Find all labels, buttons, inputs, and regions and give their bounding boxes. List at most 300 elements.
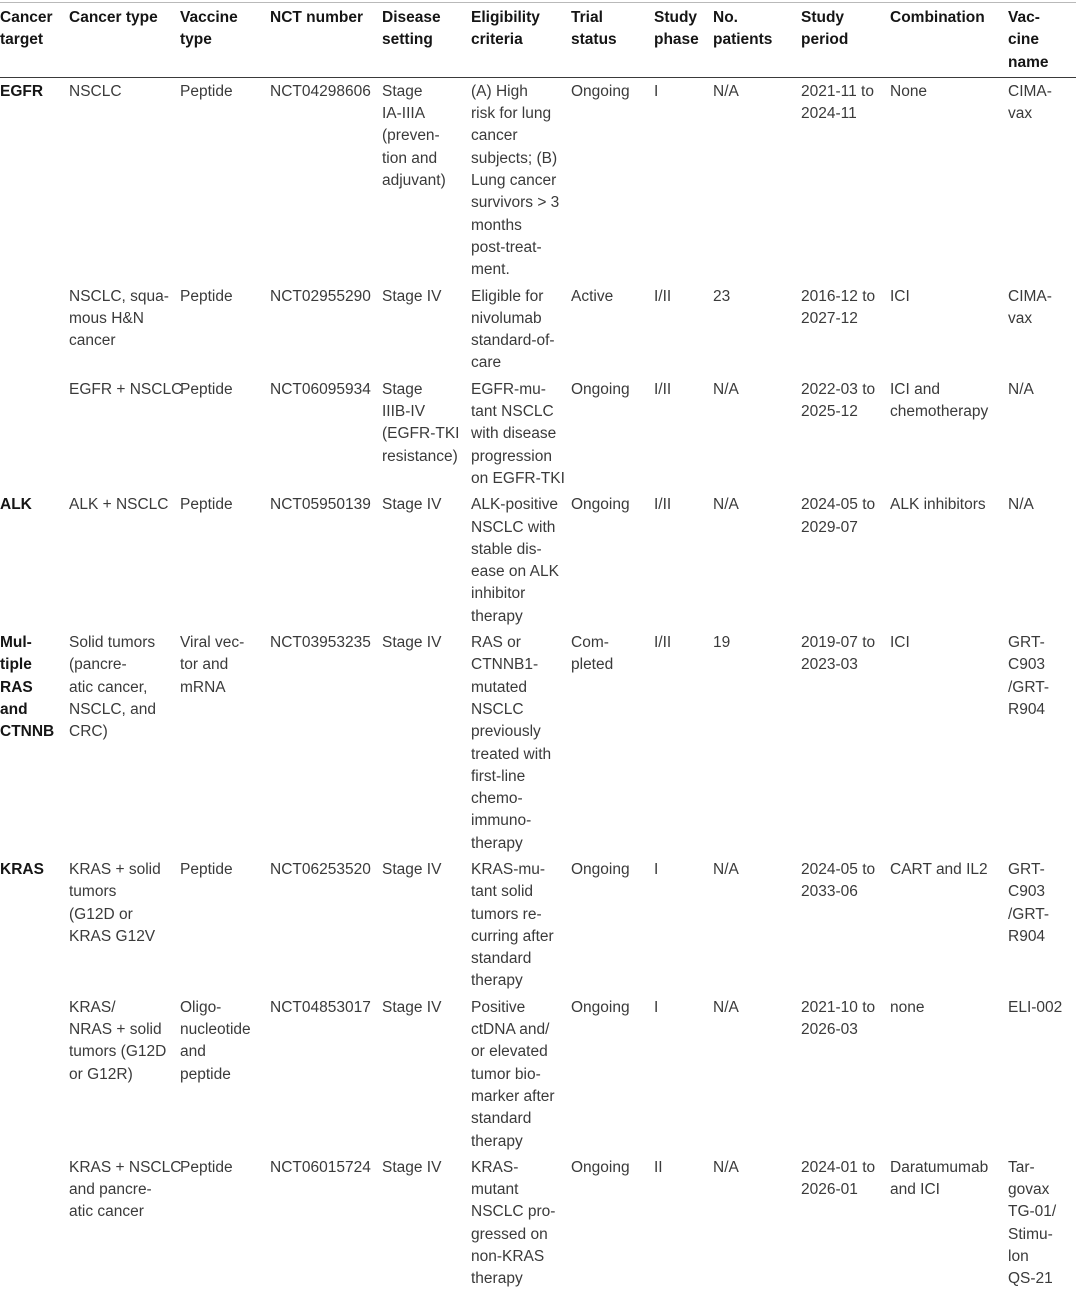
cell-line: Study [654, 9, 698, 26]
table-cell [270, 77, 382, 283]
cell-line: Mul- [0, 634, 32, 652]
table-cell [180, 77, 270, 283]
cell-line: tant NSCLC [471, 403, 554, 421]
cell-line: on EGFR-TKI [471, 469, 565, 487]
cell-line: 2021-10 to [801, 998, 876, 1016]
cell-line: 2022-03 to [801, 380, 876, 398]
cell-line: Stage IV [382, 496, 442, 514]
cell-line: phase [654, 31, 699, 49]
table-cell [713, 77, 801, 283]
cell-line: ELI-002 [1008, 998, 1063, 1016]
table-top-rule [0, 2, 1076, 3]
cell-line: therapy [471, 1270, 523, 1288]
cell-line: patients [713, 31, 773, 49]
cell-line: or elevated [471, 1043, 548, 1061]
table-cell [270, 857, 382, 995]
cell-line: Stage [382, 82, 423, 100]
cell-line: Active [571, 287, 614, 305]
table-cell [471, 995, 571, 1155]
column-header [571, 5, 654, 77]
cell-line: or G12R) [69, 1065, 133, 1083]
table-cell [654, 492, 713, 630]
table-cell [180, 857, 270, 995]
cell-line: Stage IV [382, 287, 442, 305]
cell-line: NCT06015724 [270, 1158, 371, 1176]
cell-line: marker after [471, 1087, 555, 1105]
cell-line: peptide [180, 1065, 231, 1083]
cell-line: inhibitor [471, 585, 526, 603]
cell-line: standard-of- [471, 332, 555, 350]
table-row [0, 630, 1076, 857]
cell-line: NRAS + solid [69, 1021, 162, 1039]
table-cell [382, 995, 471, 1155]
cell-line: KRAS + NSCLC [69, 1158, 182, 1176]
cell-line: nivolumab [471, 309, 542, 327]
table-cell [382, 77, 471, 283]
cell-line: 2026-03 [801, 1021, 858, 1039]
cell-line: I [654, 998, 659, 1016]
cell-line: 2023-03 [801, 656, 858, 674]
cell-line: 2026-01 [801, 1181, 858, 1199]
cell-line: risk for lung [471, 105, 552, 123]
table-cell [69, 995, 180, 1155]
cell-line: I/II [654, 496, 672, 514]
table-cell [270, 284, 382, 377]
cell-line: 2024-01 to [801, 1158, 876, 1176]
cell-line: Peptide [180, 380, 233, 398]
cell-line: (preven- [382, 127, 440, 145]
cell-line: previously [471, 723, 541, 741]
cell-line: resistance) [382, 447, 458, 465]
cell-line: Cancer [0, 9, 53, 26]
table-cell [801, 284, 890, 377]
cell-line: cancer [471, 127, 518, 145]
table-cell [890, 630, 1008, 857]
cell-line: I/II [654, 634, 672, 652]
cell-line: Stage [382, 380, 423, 398]
cell-line: atic cancer [69, 1203, 144, 1221]
table-row [0, 284, 1076, 377]
cell-line: none [890, 998, 925, 1016]
cell-line: NSCLC pro- [471, 1203, 556, 1221]
cell-line: Daratumumab [890, 1158, 989, 1176]
cancer-target-cell [0, 995, 69, 1155]
cell-line: mous H&N [69, 309, 144, 327]
cell-line: IIIB-IV [382, 403, 426, 421]
cell-line: ALK-positive [471, 496, 559, 514]
cell-line: NSCLC [471, 700, 524, 718]
table-row [0, 1155, 1076, 1293]
cell-line: nucleotide [180, 1021, 251, 1039]
table-cell [801, 492, 890, 630]
cell-line: and [180, 1043, 206, 1061]
cell-line: 2019-07 to [801, 634, 876, 652]
table-cell [1008, 1155, 1076, 1293]
cell-line: treated with [471, 745, 552, 763]
cell-line: Vac- [1008, 9, 1040, 26]
table-cell [471, 77, 571, 283]
cell-line: CTNNB [0, 723, 55, 741]
cell-line: Peptide [180, 860, 233, 878]
cell-line: CIMA- [1008, 82, 1052, 100]
cell-line: Study [801, 9, 845, 26]
table-cell [713, 630, 801, 857]
table-cell [654, 284, 713, 377]
cell-line: KRAS G12V [69, 927, 156, 945]
cell-line: NCT03953235 [270, 634, 371, 652]
cell-line: tant solid [471, 883, 534, 901]
cell-line: 2016-12 to [801, 287, 876, 305]
cell-line: Ongoing [571, 1158, 630, 1176]
cell-line: Tar- [1008, 1158, 1035, 1176]
cell-line: I [654, 82, 659, 100]
cell-line: tiple [0, 656, 32, 674]
cell-line: NSCLC, and [69, 700, 157, 718]
cell-line: CIMA- [1008, 287, 1052, 305]
cell-line: 2029-07 [801, 518, 858, 536]
table-cell [69, 630, 180, 857]
cell-line: Positive [471, 998, 526, 1016]
cell-line: N/A [713, 998, 739, 1016]
cell-line: standard [471, 950, 532, 968]
cell-line: CTNNB1- [471, 656, 539, 674]
cell-line: NSCLC with [471, 518, 556, 536]
cell-line: status [571, 31, 617, 49]
cell-line: mutant [471, 1181, 519, 1199]
cell-line: 2021-11 to [801, 82, 874, 100]
cell-line: CART and IL2 [890, 860, 988, 878]
cell-line: type [180, 31, 212, 49]
table-cell [713, 857, 801, 995]
cell-line: tor and [180, 656, 229, 674]
cell-line: Stage IV [382, 998, 442, 1016]
table-cell [1008, 630, 1076, 857]
cell-line: 23 [713, 287, 731, 305]
table-cell [180, 1155, 270, 1293]
cell-line: months [471, 216, 522, 234]
cell-line: KRAS-mu- [471, 860, 546, 878]
table-cell [69, 77, 180, 283]
cell-line: and [0, 700, 28, 718]
cancer-target-cell [0, 284, 69, 377]
cell-line: GRT- [1008, 860, 1045, 878]
cell-line: N/A [713, 860, 739, 878]
cell-line: None [890, 82, 928, 100]
cell-line: Ongoing [571, 82, 630, 100]
cell-line: NSCLC, squa- [69, 287, 169, 305]
column-header [270, 5, 382, 77]
table-cell [713, 995, 801, 1155]
table-cell [801, 857, 890, 995]
table-cell [571, 995, 654, 1155]
cell-line: ALK + NSCLC [69, 496, 169, 514]
cell-line: KRAS + solid [69, 860, 161, 878]
table-cell [180, 630, 270, 857]
cell-line: GRT- [1008, 634, 1045, 652]
table-cell [382, 857, 471, 995]
cell-line: Ongoing [571, 496, 630, 514]
cell-line: and pancre- [69, 1181, 152, 1199]
cell-line: therapy [471, 834, 523, 852]
table-cell [571, 857, 654, 995]
column-header [471, 5, 571, 77]
cell-line: post-treat- [471, 238, 542, 256]
cell-line: care [471, 354, 502, 372]
table-cell [1008, 492, 1076, 630]
table-cell [713, 377, 801, 492]
table-cell [180, 284, 270, 377]
cell-line: /GRT- [1008, 905, 1050, 923]
column-header [713, 5, 801, 77]
cell-line: TG-01/ [1008, 1203, 1057, 1221]
table-cell [801, 995, 890, 1155]
cancer-target-cell [0, 1155, 69, 1293]
table-cell [382, 377, 471, 492]
cell-line: QS-21 [1008, 1270, 1053, 1288]
cancer-target-cell [0, 857, 69, 995]
table-cell [654, 857, 713, 995]
table-cell [571, 492, 654, 630]
table-row [0, 77, 1076, 283]
cell-line: stable dis- [471, 540, 542, 558]
table-cell [654, 377, 713, 492]
table-cell [654, 1155, 713, 1293]
cell-line: ICI and [890, 380, 940, 398]
table-cell [890, 284, 1008, 377]
table-cell [270, 492, 382, 630]
cell-line: setting [382, 31, 433, 49]
cell-line: ICI [890, 287, 910, 305]
cell-line: Cancer type [69, 9, 158, 26]
table-cell [890, 857, 1008, 995]
cell-line: NCT04853017 [270, 998, 371, 1016]
table-cell [471, 284, 571, 377]
table-cell [890, 77, 1008, 283]
cell-line: target [0, 31, 44, 49]
table-cell [571, 1155, 654, 1293]
table-cell [270, 1155, 382, 1293]
cell-line: (EGFR-TKI [382, 425, 460, 443]
cell-line: (A) High [471, 82, 528, 100]
cell-line: gressed on [471, 1225, 548, 1243]
cell-line: N/A [713, 496, 739, 514]
cell-line: (pancre- [69, 656, 127, 674]
table-cell [890, 995, 1008, 1155]
cell-line: R904 [1008, 700, 1046, 718]
table-cell [180, 377, 270, 492]
cell-line: KRAS/ [69, 998, 116, 1016]
table-cell [801, 77, 890, 283]
table-cell [1008, 284, 1076, 377]
table-cell [69, 284, 180, 377]
cell-line: mutated [471, 678, 528, 696]
table-cell [654, 630, 713, 857]
cell-line: NCT04298606 [270, 82, 371, 100]
table-cell [571, 377, 654, 492]
cell-line: NSCLC [69, 82, 122, 100]
cell-line: and ICI [890, 1181, 940, 1199]
cell-line: N/A [1008, 380, 1034, 398]
cell-line: N/A [1008, 496, 1034, 514]
table-header [0, 5, 1076, 77]
cell-line: KRAS [0, 860, 44, 878]
table-cell [801, 1155, 890, 1293]
cell-line: NCT number [270, 9, 363, 26]
cell-line: vax [1008, 105, 1033, 123]
table-body [0, 77, 1076, 1292]
table-row [0, 377, 1076, 492]
cell-line: NCT05950139 [270, 496, 371, 514]
table-cell [890, 1155, 1008, 1293]
table-cell [180, 995, 270, 1155]
cell-line: progression [471, 447, 552, 465]
cell-line: No. [713, 9, 738, 26]
table-cell [471, 857, 571, 995]
table-cell [69, 1155, 180, 1293]
table-cell [471, 492, 571, 630]
table-cell [270, 995, 382, 1155]
cell-line: Ongoing [571, 380, 630, 398]
cancer-target-cell [0, 377, 69, 492]
cell-line: Ongoing [571, 860, 630, 878]
table-cell [471, 630, 571, 857]
cell-line: cancer [69, 332, 116, 350]
cell-line: 2027-12 [801, 309, 858, 327]
cell-line: 2024-11 [801, 105, 857, 123]
cell-line: chemotherapy [890, 403, 989, 421]
table-row [0, 995, 1076, 1155]
table-cell [270, 377, 382, 492]
cell-line: therapy [471, 607, 523, 625]
cell-line: N/A [713, 380, 739, 398]
cell-line: Eligibility [471, 9, 540, 26]
table-cell [1008, 377, 1076, 492]
cell-line: mRNA [180, 678, 226, 696]
cell-line: survivors > 3 [471, 194, 560, 212]
cell-line: with disease [471, 425, 557, 443]
cell-line: Trial [571, 9, 603, 26]
cell-line: Solid tumors [69, 634, 156, 652]
cell-line: ease on ALK [471, 563, 559, 581]
table-cell [1008, 995, 1076, 1155]
cell-line: R904 [1008, 927, 1046, 945]
header-row [0, 5, 1076, 77]
cell-line: atic cancer, [69, 678, 148, 696]
table-row [0, 492, 1076, 630]
cell-line: I [654, 860, 659, 878]
cell-line: govax [1008, 1181, 1050, 1199]
cell-line: (G12D or [69, 905, 133, 923]
cell-line: therapy [471, 1132, 523, 1150]
table-cell [654, 995, 713, 1155]
cell-line: cine [1008, 31, 1040, 49]
column-header [890, 5, 1008, 77]
cell-line: chemo- [471, 790, 523, 808]
table-cell [801, 630, 890, 857]
cell-line: Disease [382, 9, 441, 26]
cell-line: EGFR-mu- [471, 380, 546, 398]
cancer-target-cell [0, 77, 69, 283]
column-header [654, 5, 713, 77]
cell-line: Lung cancer [471, 172, 557, 190]
cell-line: non-KRAS [471, 1248, 545, 1266]
cell-line: NCT02955290 [270, 287, 371, 305]
cell-line: II [654, 1158, 663, 1176]
table-cell [69, 857, 180, 995]
table-cell [382, 1155, 471, 1293]
cell-line: criteria [471, 31, 523, 49]
cell-line: 2025-12 [801, 403, 858, 421]
cell-line: EGFR [0, 82, 44, 100]
table-cell [713, 1155, 801, 1293]
cell-line: N/A [713, 1158, 739, 1176]
column-header [801, 5, 890, 77]
cell-line: 2024-05 to [801, 496, 876, 514]
column-header [0, 5, 69, 77]
cell-line: tumors (G12D [69, 1043, 167, 1061]
cell-line: CRC) [69, 723, 108, 741]
cell-line: I/II [654, 380, 672, 398]
cell-line: Eligible for [471, 287, 544, 305]
cell-line: immuno- [471, 812, 532, 830]
cell-line: lon [1008, 1248, 1029, 1266]
cell-line: NCT06095934 [270, 380, 371, 398]
table-cell [1008, 77, 1076, 283]
cell-line: IA-IIIA [382, 105, 426, 123]
table-cell [571, 630, 654, 857]
cell-line: name [1008, 53, 1049, 71]
cell-line: Viral vec- [180, 634, 245, 652]
cancer-target-cell [0, 630, 69, 857]
cell-line: adjuvant) [382, 172, 446, 190]
cell-line: Peptide [180, 1158, 233, 1176]
table-cell [713, 492, 801, 630]
cell-line: curring after [471, 927, 554, 945]
table-cell [270, 630, 382, 857]
table-cell [1008, 857, 1076, 995]
table-cell [382, 284, 471, 377]
table-cell [713, 284, 801, 377]
cell-line: tumors [69, 883, 117, 901]
cell-line: ment. [471, 261, 510, 279]
cell-line: pleted [571, 656, 614, 674]
table-cell [180, 492, 270, 630]
cell-line: RAS or [471, 634, 521, 652]
cell-line: EGFR + NSCLC [69, 380, 183, 398]
cell-line: Vaccine [180, 9, 238, 26]
cell-line: Peptide [180, 82, 233, 100]
cell-line: Ongoing [571, 998, 630, 1016]
cell-line: ALK [0, 496, 32, 514]
table-cell [69, 492, 180, 630]
cell-line: tumors re- [471, 905, 542, 923]
cell-line: vax [1008, 309, 1033, 327]
cell-line: 19 [713, 634, 731, 652]
cell-line: Com- [571, 634, 609, 652]
cell-line: Combination [890, 9, 985, 26]
table-row [0, 857, 1076, 995]
cell-line: NCT06253520 [270, 860, 371, 878]
column-header [180, 5, 270, 77]
table-cell [382, 492, 471, 630]
cell-line: 2024-05 to [801, 860, 876, 878]
cell-line: standard [471, 1110, 532, 1128]
cell-line: Stage IV [382, 634, 442, 652]
cell-line: tion and [382, 149, 438, 167]
cell-line: Stage IV [382, 860, 442, 878]
cell-line: Stage IV [382, 1158, 442, 1176]
cell-line: first-line [471, 767, 526, 785]
